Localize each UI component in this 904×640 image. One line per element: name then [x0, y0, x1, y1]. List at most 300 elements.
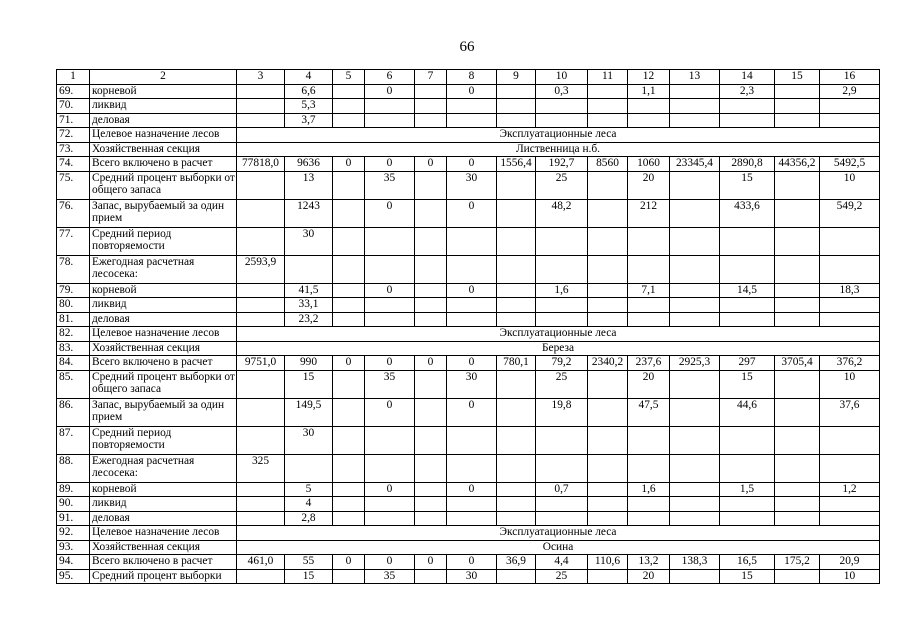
value-cell [333, 283, 365, 298]
value-cell [365, 426, 415, 454]
value-cell: 20,9 [820, 555, 880, 570]
table-row [57, 482, 880, 497]
table-row [57, 298, 880, 313]
value-cell: 0 [447, 157, 497, 172]
value-cell [820, 113, 880, 128]
value-cell [628, 99, 670, 114]
column-number-cell: 11 [588, 70, 628, 85]
value-cell [720, 298, 775, 313]
value-cell: 23,2 [285, 312, 333, 327]
row-label-cell: Хозяйственная секция [90, 142, 237, 157]
table-body [57, 70, 880, 584]
value-cell: 297 [720, 356, 775, 371]
value-cell [775, 454, 820, 482]
value-cell [820, 312, 880, 327]
value-cell: 192,7 [536, 157, 588, 172]
value-cell [365, 454, 415, 482]
value-cell [415, 113, 447, 128]
value-cell: 35 [365, 569, 415, 584]
value-cell: 2,3 [720, 84, 775, 99]
value-cell: 1,6 [536, 283, 588, 298]
value-cell [820, 99, 880, 114]
table-row [57, 370, 880, 398]
value-cell [536, 99, 588, 114]
value-cell [670, 171, 720, 199]
column-number-cell: 10 [536, 70, 588, 85]
value-cell [670, 426, 720, 454]
value-cell [333, 497, 365, 512]
column-number-cell: 12 [628, 70, 670, 85]
value-cell [415, 511, 447, 526]
value-cell [497, 227, 536, 255]
value-cell [588, 312, 628, 327]
value-cell [497, 569, 536, 584]
column-number-cell: 2 [90, 70, 237, 85]
value-cell [333, 482, 365, 497]
value-cell [415, 99, 447, 114]
value-cell: 1,5 [720, 482, 775, 497]
row-label-cell: Целевое назначение лесов [90, 128, 237, 143]
value-cell: 0 [365, 157, 415, 172]
row-label-cell: Средний процент выборки от общего запаса [90, 171, 237, 199]
value-cell [820, 511, 880, 526]
table-row [57, 142, 880, 157]
value-cell [415, 199, 447, 227]
value-cell [775, 283, 820, 298]
table-row [57, 157, 880, 172]
value-cell: 0 [365, 555, 415, 570]
value-cell [333, 312, 365, 327]
value-cell [588, 113, 628, 128]
value-cell [588, 298, 628, 313]
row-label-cell: Ежегодная расчетная лесосека: [90, 454, 237, 482]
value-cell [588, 255, 628, 283]
row-label-cell: Запас, вырубаемый за один прием [90, 398, 237, 426]
value-cell: 0 [447, 283, 497, 298]
value-cell [497, 426, 536, 454]
value-cell: 433,6 [720, 199, 775, 227]
value-cell: 0,7 [536, 482, 588, 497]
table-row [57, 497, 880, 512]
value-cell [775, 113, 820, 128]
value-cell [720, 99, 775, 114]
value-cell: 19,8 [536, 398, 588, 426]
value-cell: 36,9 [497, 555, 536, 570]
row-label-cell: Целевое назначение лесов [90, 327, 237, 342]
value-cell [670, 255, 720, 283]
value-cell [497, 454, 536, 482]
value-cell [415, 497, 447, 512]
row-label-cell: Хозяйственная секция [90, 540, 237, 555]
value-cell [775, 511, 820, 526]
value-cell: 20 [628, 370, 670, 398]
value-cell: 41,5 [285, 283, 333, 298]
table-row [57, 569, 880, 584]
value-cell: 8560 [588, 157, 628, 172]
value-cell [720, 255, 775, 283]
value-cell: 2925,3 [670, 356, 720, 371]
value-cell [237, 99, 285, 114]
row-number-cell: 69. [57, 84, 90, 99]
value-cell [447, 511, 497, 526]
value-cell: 3,7 [285, 113, 333, 128]
value-cell [775, 569, 820, 584]
value-cell [775, 99, 820, 114]
value-cell [447, 298, 497, 313]
value-cell [365, 255, 415, 283]
value-cell [285, 454, 333, 482]
value-cell [497, 398, 536, 426]
value-cell [333, 398, 365, 426]
value-cell: 15 [720, 171, 775, 199]
table-row [57, 511, 880, 526]
value-cell: 15 [720, 370, 775, 398]
value-cell: 0 [365, 356, 415, 371]
table-row [57, 227, 880, 255]
value-cell [720, 113, 775, 128]
value-cell [536, 454, 588, 482]
value-cell: 77818,0 [237, 157, 285, 172]
value-cell [670, 398, 720, 426]
value-cell [285, 255, 333, 283]
value-cell [415, 298, 447, 313]
table-row [57, 398, 880, 426]
value-cell [775, 497, 820, 512]
row-label-cell: Всего включено в расчет [90, 555, 237, 570]
value-cell [588, 426, 628, 454]
row-label-cell: ликвид [90, 99, 237, 114]
row-label-cell: Целевое назначение лесов [90, 526, 237, 541]
value-cell [333, 84, 365, 99]
value-cell [415, 569, 447, 584]
value-cell: 10 [820, 171, 880, 199]
table-row [57, 327, 880, 342]
value-cell [775, 398, 820, 426]
value-cell: 461,0 [237, 555, 285, 570]
value-cell [333, 511, 365, 526]
value-cell [588, 283, 628, 298]
value-cell [237, 84, 285, 99]
value-cell: 549,2 [820, 199, 880, 227]
row-number-cell: 77. [57, 227, 90, 255]
value-cell [670, 84, 720, 99]
value-cell: 20 [628, 171, 670, 199]
row-label-cell: Запас, вырубаемый за один прием [90, 199, 237, 227]
value-cell [497, 199, 536, 227]
value-cell: 20 [628, 569, 670, 584]
value-cell [720, 227, 775, 255]
value-cell [588, 199, 628, 227]
value-cell [820, 298, 880, 313]
value-cell [720, 511, 775, 526]
value-cell [237, 312, 285, 327]
value-cell: 0 [447, 398, 497, 426]
value-cell [775, 298, 820, 313]
row-label-cell: деловая [90, 312, 237, 327]
value-cell [497, 298, 536, 313]
value-cell: 1,6 [628, 482, 670, 497]
value-cell [536, 426, 588, 454]
merged-value-cell: Лиственница н.б. [237, 142, 880, 157]
value-cell: 0 [447, 199, 497, 227]
value-cell: 10 [820, 569, 880, 584]
value-cell [447, 426, 497, 454]
value-cell [237, 113, 285, 128]
value-cell [820, 454, 880, 482]
merged-value-cell: Осина [237, 540, 880, 555]
value-cell [670, 497, 720, 512]
value-cell: 9636 [285, 157, 333, 172]
value-cell [333, 99, 365, 114]
value-cell [365, 227, 415, 255]
value-cell [237, 298, 285, 313]
value-cell [775, 227, 820, 255]
row-label-cell: Средний процент выборки [90, 569, 237, 584]
value-cell [237, 398, 285, 426]
value-cell [628, 227, 670, 255]
value-cell [820, 227, 880, 255]
merged-value-cell: Эксплуатационные леса [237, 526, 880, 541]
value-cell: 79,2 [536, 356, 588, 371]
value-cell: 44,6 [720, 398, 775, 426]
value-cell: 149,5 [285, 398, 333, 426]
value-cell [333, 227, 365, 255]
column-number-cell: 6 [365, 70, 415, 85]
column-number-cell: 3 [237, 70, 285, 85]
value-cell [237, 370, 285, 398]
value-cell [497, 171, 536, 199]
value-cell: 0 [333, 555, 365, 570]
value-cell [497, 113, 536, 128]
value-cell [588, 511, 628, 526]
value-cell [670, 312, 720, 327]
table-row [57, 555, 880, 570]
value-cell: 4 [285, 497, 333, 512]
value-cell [820, 497, 880, 512]
value-cell [588, 84, 628, 99]
row-label-cell: ликвид [90, 497, 237, 512]
value-cell: 15 [285, 370, 333, 398]
value-cell: 175,2 [775, 555, 820, 570]
column-number-cell: 5 [333, 70, 365, 85]
row-number-cell: 87. [57, 426, 90, 454]
column-number-cell: 14 [720, 70, 775, 85]
value-cell [415, 312, 447, 327]
row-number-cell: 82. [57, 327, 90, 342]
value-cell [333, 569, 365, 584]
row-number-cell: 70. [57, 99, 90, 114]
value-cell [588, 569, 628, 584]
merged-value-cell: Эксплуатационные леса [237, 128, 880, 143]
value-cell: 30 [285, 426, 333, 454]
value-cell [775, 199, 820, 227]
value-cell [415, 454, 447, 482]
value-cell: 5492,5 [820, 157, 880, 172]
value-cell [588, 482, 628, 497]
value-cell [237, 199, 285, 227]
value-cell [670, 511, 720, 526]
column-number-cell: 1 [57, 70, 90, 85]
value-cell: 35 [365, 370, 415, 398]
table-row [57, 540, 880, 555]
value-cell [365, 298, 415, 313]
value-cell [588, 227, 628, 255]
value-cell [720, 497, 775, 512]
value-cell [365, 99, 415, 114]
value-cell [720, 312, 775, 327]
value-cell [237, 227, 285, 255]
value-cell [536, 497, 588, 512]
value-cell [415, 370, 447, 398]
value-cell [415, 171, 447, 199]
row-number-cell: 74. [57, 157, 90, 172]
value-cell: 13 [285, 171, 333, 199]
row-number-cell: 92. [57, 526, 90, 541]
value-cell: 47,5 [628, 398, 670, 426]
value-cell [365, 312, 415, 327]
value-cell: 1556,4 [497, 157, 536, 172]
table-row [57, 255, 880, 283]
row-label-cell: Средний процент выборки от общего запаса [90, 370, 237, 398]
value-cell [333, 298, 365, 313]
value-cell: 30 [285, 227, 333, 255]
value-cell [447, 312, 497, 327]
value-cell [237, 511, 285, 526]
value-cell: 0,3 [536, 84, 588, 99]
value-cell: 0 [415, 157, 447, 172]
table-row [57, 199, 880, 227]
value-cell [415, 398, 447, 426]
row-number-cell: 79. [57, 283, 90, 298]
value-cell: 33,1 [285, 298, 333, 313]
value-cell: 110,6 [588, 555, 628, 570]
value-cell [628, 255, 670, 283]
value-cell: 4,4 [536, 555, 588, 570]
value-cell [536, 511, 588, 526]
value-cell: 23345,4 [670, 157, 720, 172]
value-cell: 0 [333, 157, 365, 172]
merged-value-cell: Эксплуатационные леса [237, 327, 880, 342]
value-cell [670, 113, 720, 128]
value-cell [775, 171, 820, 199]
value-cell: 13,2 [628, 555, 670, 570]
value-cell [775, 482, 820, 497]
value-cell [536, 113, 588, 128]
row-label-cell: Всего включено в расчет [90, 356, 237, 371]
value-cell [628, 113, 670, 128]
row-number-cell: 84. [57, 356, 90, 371]
value-cell [497, 497, 536, 512]
value-cell: 0 [365, 398, 415, 426]
row-label-cell: Ежегодная расчетная лесосека: [90, 255, 237, 283]
value-cell [333, 255, 365, 283]
value-cell [628, 426, 670, 454]
value-cell [820, 255, 880, 283]
value-cell: 990 [285, 356, 333, 371]
value-cell: 5 [285, 482, 333, 497]
value-cell: 25 [536, 370, 588, 398]
value-cell: 30 [447, 370, 497, 398]
value-cell [447, 227, 497, 255]
value-cell [670, 454, 720, 482]
value-cell [447, 113, 497, 128]
value-cell: 3705,4 [775, 356, 820, 371]
row-number-cell: 89. [57, 482, 90, 497]
value-cell: 15 [285, 569, 333, 584]
row-number-cell: 73. [57, 142, 90, 157]
value-cell [536, 298, 588, 313]
row-label-cell: деловая [90, 511, 237, 526]
value-cell [775, 426, 820, 454]
row-number-cell: 71. [57, 113, 90, 128]
value-cell: 18,3 [820, 283, 880, 298]
value-cell: 16,5 [720, 555, 775, 570]
value-cell [497, 283, 536, 298]
value-cell [237, 426, 285, 454]
value-cell: 780,1 [497, 356, 536, 371]
row-number-cell: 90. [57, 497, 90, 512]
column-number-cell: 15 [775, 70, 820, 85]
table-row [57, 113, 880, 128]
value-cell [237, 497, 285, 512]
row-number-cell: 75. [57, 171, 90, 199]
value-cell: 138,3 [670, 555, 720, 570]
value-cell: 2,9 [820, 84, 880, 99]
value-cell: 1,1 [628, 84, 670, 99]
value-cell [447, 454, 497, 482]
value-cell [333, 426, 365, 454]
value-cell: 0 [415, 356, 447, 371]
value-cell [333, 199, 365, 227]
value-cell: 30 [447, 569, 497, 584]
value-cell [670, 199, 720, 227]
value-cell: 7,1 [628, 283, 670, 298]
value-cell: 6,6 [285, 84, 333, 99]
value-cell [588, 454, 628, 482]
value-cell [588, 370, 628, 398]
value-cell: 5,3 [285, 99, 333, 114]
value-cell [497, 312, 536, 327]
value-cell: 1060 [628, 157, 670, 172]
value-cell [447, 497, 497, 512]
table-row [57, 99, 880, 114]
row-label-cell: деловая [90, 113, 237, 128]
table-row [57, 341, 880, 356]
value-cell [497, 370, 536, 398]
value-cell: 0 [447, 555, 497, 570]
row-label-cell: корневой [90, 482, 237, 497]
value-cell [365, 113, 415, 128]
table-row [57, 171, 880, 199]
value-cell [670, 370, 720, 398]
page-number: 66 [459, 39, 475, 55]
value-cell [333, 171, 365, 199]
row-number-cell: 83. [57, 341, 90, 356]
value-cell: 1,2 [820, 482, 880, 497]
value-cell [670, 569, 720, 584]
value-cell: 0 [415, 555, 447, 570]
value-cell: 2340,2 [588, 356, 628, 371]
row-number-cell: 72. [57, 128, 90, 143]
row-number-cell: 91. [57, 511, 90, 526]
value-cell: 44356,2 [775, 157, 820, 172]
value-cell [497, 511, 536, 526]
row-number-cell: 85. [57, 370, 90, 398]
value-cell [670, 227, 720, 255]
value-cell: 325 [237, 454, 285, 482]
row-label-cell: Средний период повторяемости [90, 227, 237, 255]
table-row [57, 283, 880, 298]
